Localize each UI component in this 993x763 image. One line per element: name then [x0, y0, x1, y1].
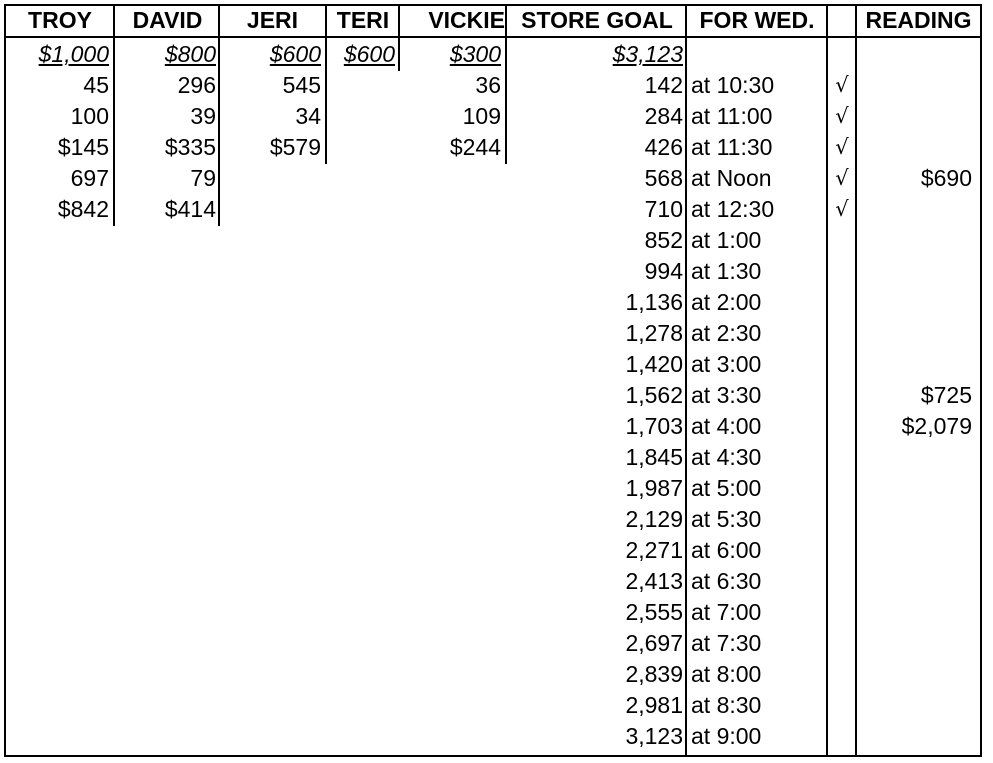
header-store-goal: STORE GOAL — [521, 7, 673, 33]
time-cell: at 3:30 — [691, 382, 762, 408]
time-cell: at 6:30 — [691, 568, 762, 594]
goal-teri: $600 — [343, 41, 395, 67]
store-goal-cell: 2,839 — [625, 661, 683, 687]
david-cell: 296 — [177, 72, 216, 98]
reading-cell: $690 — [920, 165, 972, 191]
border-right — [980, 4, 982, 757]
troy-cell: 45 — [83, 72, 109, 98]
check-icon: √ — [835, 166, 849, 190]
col-divider-vickie — [505, 36, 507, 164]
goal-jeri: $600 — [269, 41, 321, 67]
store-goal-cell: 1,420 — [625, 351, 683, 377]
reading-cell: $725 — [920, 382, 972, 408]
header-teri: TERI — [336, 7, 390, 33]
vickie-cell: 36 — [475, 72, 501, 98]
header-david: DAVID — [132, 7, 203, 33]
store-goal-cell: 710 — [644, 196, 683, 222]
time-cell: at 2:30 — [691, 320, 762, 346]
goal-troy: $1,000 — [38, 41, 109, 67]
store-goal-cell: 426 — [644, 134, 683, 160]
col-divider-jeri — [325, 36, 327, 164]
col-divider-store-goal — [685, 4, 687, 757]
check-icon: √ — [835, 104, 849, 128]
time-cell: at 4:30 — [691, 444, 762, 470]
jeri-cell: $579 — [269, 134, 321, 160]
col-divider-check — [855, 4, 857, 757]
store-goal-cell: 1,845 — [625, 444, 683, 470]
header-troy: TROY — [28, 7, 92, 33]
store-goal-cell: 852 — [644, 227, 683, 253]
david-cell: $335 — [164, 134, 216, 160]
david-cell: 79 — [190, 165, 216, 191]
store-goal-cell: 2,697 — [625, 630, 683, 656]
col-divider — [218, 4, 220, 37]
time-cell: at 2:00 — [691, 289, 762, 315]
store-goal-cell: 568 — [644, 165, 683, 191]
vickie-cell: 109 — [462, 103, 501, 129]
troy-cell: 697 — [70, 165, 109, 191]
store-goal-cell: 2,555 — [625, 599, 683, 625]
time-cell: at 5:00 — [691, 475, 762, 501]
store-goal-cell: 2,129 — [625, 506, 683, 532]
goal-david: $800 — [164, 41, 216, 67]
time-cell: at 12:30 — [691, 196, 775, 222]
time-cell: at 9:00 — [691, 723, 762, 749]
header-jeri: JERI — [246, 7, 299, 33]
time-cell: at 11:30 — [691, 134, 773, 160]
time-cell: at 7:30 — [691, 630, 762, 656]
store-goal-cell: 2,981 — [625, 692, 683, 718]
border-top — [4, 4, 982, 6]
time-cell: at 8:30 — [691, 692, 762, 718]
col-divider — [325, 4, 327, 37]
store-goal-cell: 1,136 — [625, 289, 683, 315]
col-divider-teri — [398, 36, 400, 71]
header-divider — [4, 36, 982, 38]
store-goal-cell: 284 — [644, 103, 683, 129]
goal-store: $3,123 — [612, 41, 683, 67]
jeri-cell: 545 — [282, 72, 321, 98]
time-cell: at 4:00 — [691, 413, 762, 439]
store-goal-cell: 1,278 — [625, 320, 683, 346]
store-goal-cell: 1,987 — [625, 475, 683, 501]
border-bottom — [4, 755, 982, 757]
time-cell: at 10:30 — [691, 72, 775, 98]
header-reading: READING — [865, 7, 972, 33]
col-divider — [505, 4, 507, 37]
store-goal-cell: 1,562 — [625, 382, 683, 408]
header-vickie: VICKIE — [428, 7, 505, 33]
header-for-wed: FOR WED. — [699, 7, 815, 33]
troy-cell: 100 — [70, 103, 109, 129]
time-cell: at 11:00 — [691, 103, 773, 129]
time-cell: at 7:00 — [691, 599, 762, 625]
store-goal-cell: 2,413 — [625, 568, 683, 594]
store-goal-cell: 994 — [644, 258, 683, 284]
troy-cell: $145 — [57, 134, 109, 160]
time-cell: at 8:00 — [691, 661, 762, 687]
time-cell: at 1:00 — [691, 227, 762, 253]
goal-vickie: $300 — [449, 41, 501, 67]
border-left — [4, 4, 6, 757]
store-goal-cell: 1,703 — [625, 413, 683, 439]
col-divider-troy — [113, 36, 115, 226]
check-icon: √ — [835, 73, 849, 97]
col-divider — [113, 4, 115, 37]
check-icon: √ — [835, 197, 849, 221]
david-cell: $414 — [164, 196, 216, 222]
time-cell: at 3:00 — [691, 351, 762, 377]
david-cell: 39 — [190, 103, 216, 129]
time-cell: at 6:00 — [691, 537, 762, 563]
vickie-cell: $244 — [449, 134, 501, 160]
store-goal-cell: 142 — [644, 72, 683, 98]
col-divider — [398, 4, 400, 37]
troy-cell: $842 — [57, 196, 109, 222]
jeri-cell: 34 — [295, 103, 321, 129]
time-cell: at 5:30 — [691, 506, 762, 532]
store-goal-cell: 2,271 — [625, 537, 683, 563]
col-divider-for-wed — [826, 4, 828, 757]
check-icon: √ — [835, 135, 849, 159]
store-goal-cell: 3,123 — [625, 723, 683, 749]
time-cell: at 1:30 — [691, 258, 762, 284]
reading-cell: $2,079 — [901, 413, 972, 439]
col-divider-david — [218, 36, 220, 226]
time-cell: at Noon — [691, 165, 772, 191]
